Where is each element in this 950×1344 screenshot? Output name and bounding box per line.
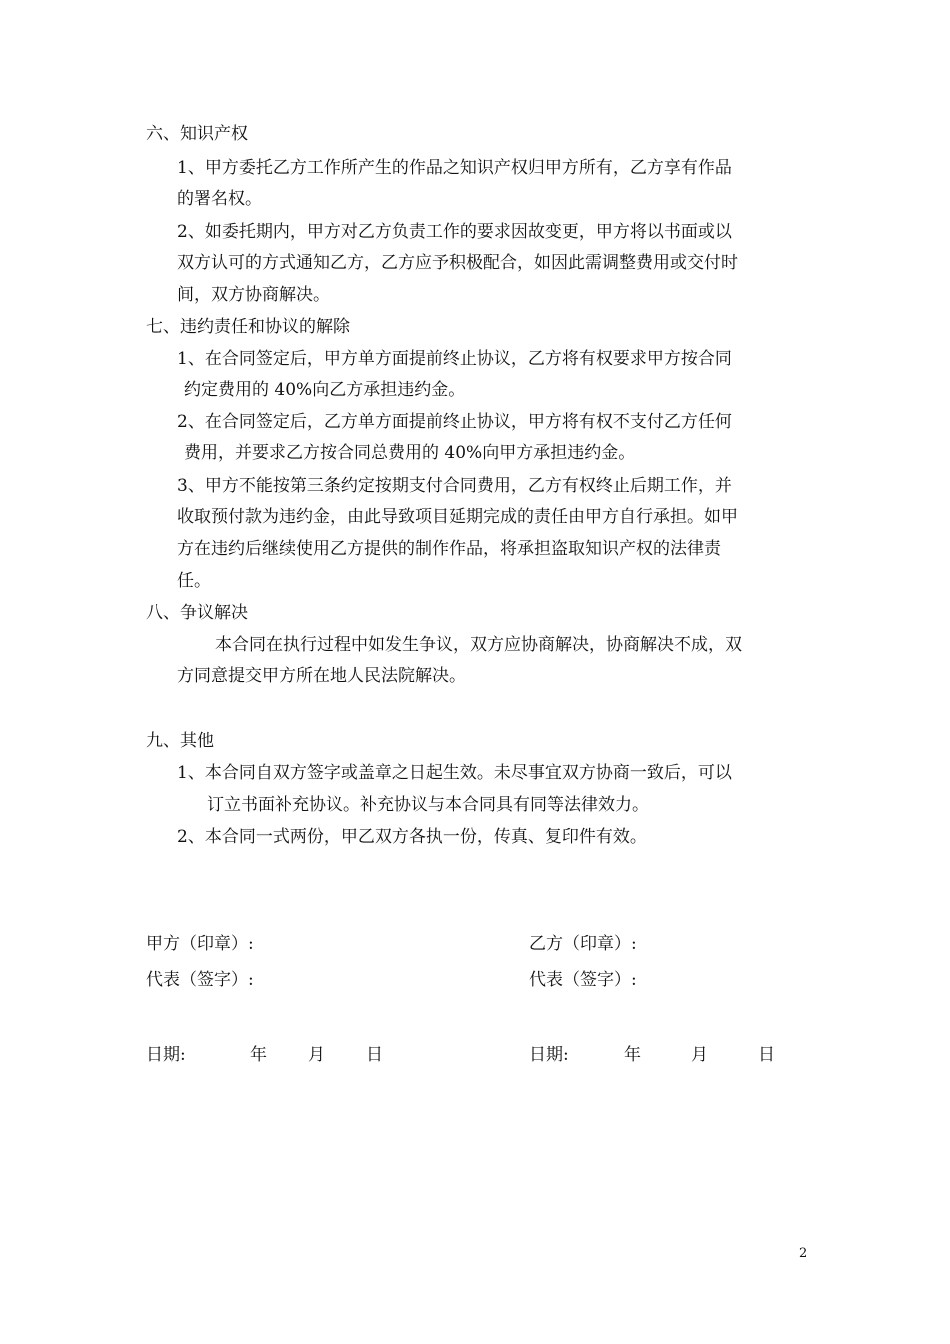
section-7-item-3-line-2: 收取预付款为违约金，由此导致项目延期完成的责任由甲方自行承担。如甲 bbox=[177, 507, 738, 527]
party-b-date-month: 月 bbox=[691, 1045, 708, 1065]
party-a-date-label: 日期: bbox=[146, 1045, 186, 1065]
section-7-heading: 七、违约责任和协议的解除 bbox=[146, 317, 350, 337]
party-a-date-day: 日 bbox=[366, 1045, 383, 1065]
section-8-para-line-2: 方同意提交甲方所在地人民法院解决。 bbox=[177, 666, 466, 686]
page-number: 2 bbox=[799, 1246, 808, 1261]
party-a-seal-label: 甲方（印章）: bbox=[146, 934, 254, 954]
party-b-date-day: 日 bbox=[758, 1045, 775, 1065]
party-b-date-label: 日期: bbox=[529, 1045, 569, 1065]
section-6-item-2-line-2: 双方认可的方式通知乙方，乙方应予积极配合，如因此需调整费用或交付时 bbox=[177, 253, 738, 273]
section-7-item-3-line-1: 3、甲方不能按第三条约定按期支付合同费用，乙方有权终止后期工作，并 bbox=[177, 476, 732, 496]
section-7-item-1-line-1: 1、在合同签定后，甲方单方面提前终止协议，乙方将有权要求甲方按合同 bbox=[177, 349, 732, 369]
party-a-representative-label: 代表（签字）: bbox=[146, 970, 254, 990]
section-9-item-2-line-1: 2、本合同一式两份，甲乙双方各执一份，传真、复印件有效。 bbox=[177, 827, 647, 847]
section-7-item-3-line-4: 任。 bbox=[177, 571, 211, 591]
section-6-item-1-line-1: 1、甲方委托乙方工作所产生的作品之知识产权归甲方所有，乙方享有作品 bbox=[177, 158, 732, 178]
section-8-para-line-1: 本合同在执行过程中如发生争议，双方应协商解决，协商解决不成，双 bbox=[215, 635, 742, 655]
section-6-item-2-line-1: 2、如委托期内，甲方对乙方负责工作的要求因故变更，甲方将以书面或以 bbox=[177, 222, 732, 242]
party-b-date-year: 年 bbox=[624, 1045, 641, 1065]
party-a-date-month: 月 bbox=[308, 1045, 325, 1065]
section-7-item-3-line-3: 方在违约后继续使用乙方提供的制作作品，将承担盗取知识产权的法律责 bbox=[177, 539, 721, 559]
section-6-item-2-line-3: 间，双方协商解决。 bbox=[177, 285, 330, 305]
section-7-item-2-line-2: 费用，并要求乙方按合同总费用的 40%向甲方承担违约金。 bbox=[184, 443, 636, 463]
section-9-heading: 九、其他 bbox=[146, 731, 214, 751]
party-b-representative-label: 代表（签字）: bbox=[529, 970, 637, 990]
section-6-item-1-line-2: 的署名权。 bbox=[177, 189, 262, 209]
section-7-item-2-line-1: 2、在合同签定后，乙方单方面提前终止协议，甲方将有权不支付乙方任何 bbox=[177, 412, 732, 432]
section-8-heading: 八、争议解决 bbox=[146, 603, 248, 623]
section-7-item-1-line-2: 约定费用的 40%向乙方承担违约金。 bbox=[184, 380, 466, 400]
section-6-heading: 六、知识产权 bbox=[146, 124, 248, 144]
section-9-item-1-line-2: 订立书面补充协议。补充协议与本合同具有同等法律效力。 bbox=[207, 795, 649, 815]
party-b-seal-label: 乙方（印章）: bbox=[529, 934, 637, 954]
party-a-date-year: 年 bbox=[250, 1045, 267, 1065]
section-9-item-1-line-1: 1、本合同自双方签字或盖章之日起生效。未尽事宜双方协商一致后，可以 bbox=[177, 763, 732, 783]
